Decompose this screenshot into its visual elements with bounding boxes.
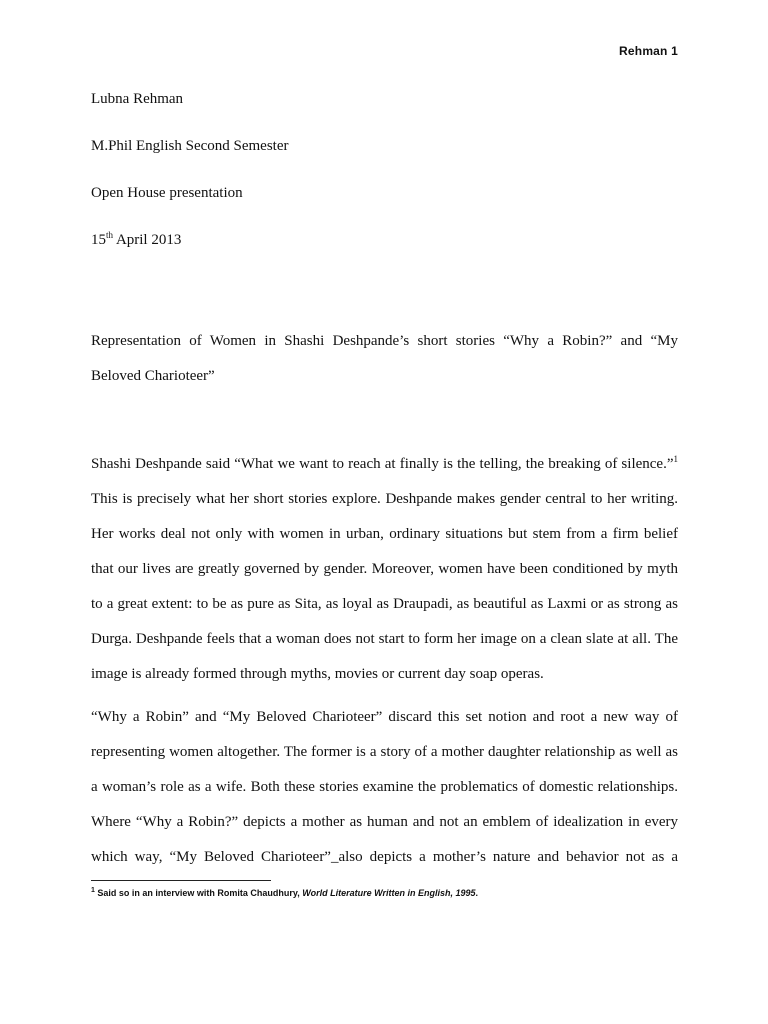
author-name: Lubna Rehman	[91, 91, 184, 107]
paragraph-2	[91, 700, 678, 875]
paragraph-line: Durga. Deshpande feels that a woman does not start to form her image on a clean slate at all. The	[91, 631, 678, 647]
date-line	[91, 231, 181, 249]
paragraph-1	[91, 447, 678, 692]
paragraph-line: to a great extent: to be as pure as Sita, as loyal as Draupadi, as beautiful as Laxmi or as strong as	[91, 596, 678, 612]
footnote	[91, 888, 478, 898]
title-line: Beloved Charioteer”	[91, 368, 215, 384]
date-day: 15	[91, 232, 106, 248]
footnote-text: Said so in an interview with Romita Chaudhury,	[94, 888, 303, 898]
paragraph-line	[91, 447, 678, 482]
occasion-line: Open House presentation	[91, 185, 243, 201]
footnote-divider	[91, 880, 271, 881]
paragraph-line-text: Shashi Deshpande said “What we want to reach at finally is the telling, the breaking of silence.”	[91, 456, 674, 472]
paragraph-line: “Why a Robin” and “My Beloved Charioteer” discard this set notion and root a new way of	[91, 709, 678, 725]
footnote-end: .	[475, 888, 478, 898]
paragraph-line: Her works deal not only with women in urban, ordinary situations but stem from a firm belief	[91, 526, 678, 542]
footnote-marker: 1	[673, 454, 678, 464]
paragraph-line: Where “Why a Robin?” depicts a mother as human and not an emblem of idealization in every	[91, 814, 678, 830]
paragraph-line: a woman’s role as a wife. Both these stories examine the problematics of domestic relationships.	[91, 779, 678, 795]
title-line: Representation of Women in Shashi Deshpande’s short stories “Why a Robin?” and “My	[91, 333, 678, 349]
date-ordinal: th	[106, 230, 114, 240]
paragraph-line: which way, “My Beloved Charioteer”_also depicts a mother’s nature and behavior not as a	[91, 849, 678, 865]
paragraph-line: representing women altogether. The former is a story of a mother daughter relationship as well as	[91, 744, 678, 760]
paragraph-line: image is already formed through myths, movies or current day soap operas.	[91, 666, 544, 682]
footnote-number: 1	[91, 887, 95, 894]
date-rest: April 2013	[113, 232, 182, 248]
paragraph-line: that our lives are greatly governed by gender. Moreover, women have been conditioned by myth	[91, 561, 678, 577]
paragraph-line: This is precisely what her short stories explore. Deshpande makes gender central to her writing.	[91, 491, 678, 507]
running-head: Rehman 1	[619, 44, 678, 58]
program-line: M.Phil English Second Semester	[91, 138, 289, 154]
footnote-source: World Literature Written in English, 1995	[302, 888, 476, 898]
essay-title	[91, 324, 678, 394]
